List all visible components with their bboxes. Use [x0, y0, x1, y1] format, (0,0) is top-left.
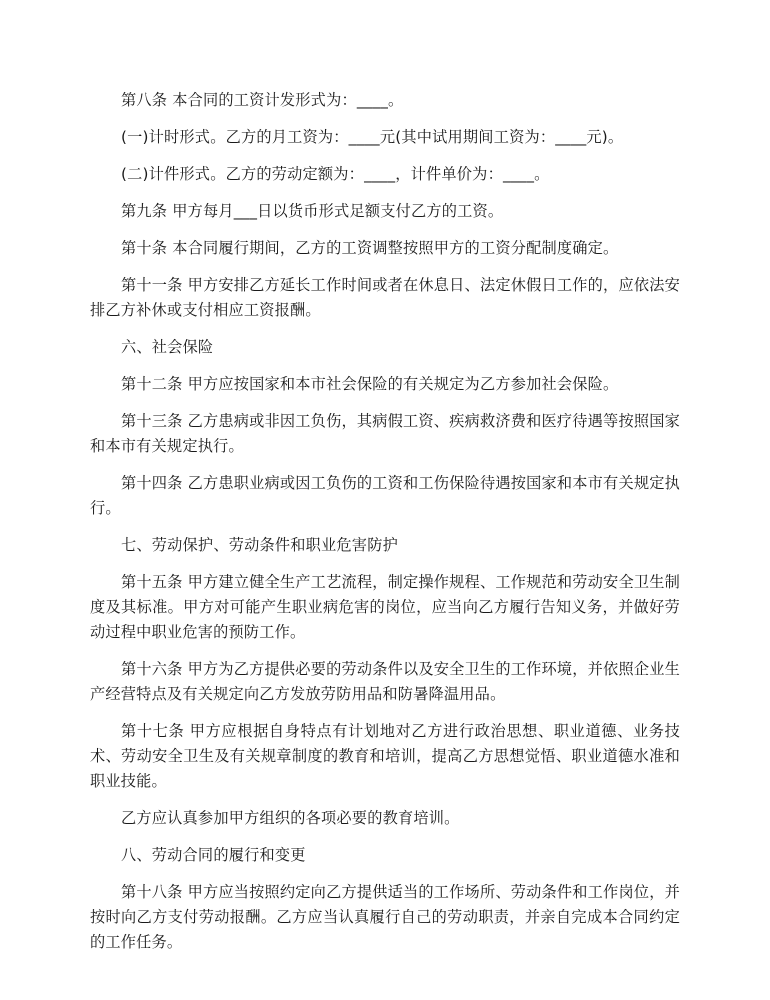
paragraph-article-12: 第十二条 甲方应按国家和本市社会保险的有关规定为乙方参加社会保险。 — [121, 375, 619, 393]
paragraph-article-8: 第八条 本合同的工资计发形式为：____。 — [121, 91, 404, 109]
paragraph-article-15: 第十五条 甲方建立健全生产工艺流程，制定操作规程、工作规范和劳动安全卫生制度及其标准。甲方对可能产生职业病危害的岗位，应当向乙方履行告知义务，并做好劳动过程中职业危害的预防工作。 — [90, 573, 680, 641]
paragraph-article-13: 第十三条 乙方患病或非因工负伤，其病假工资、疾病救济费和医疗待遇等按照国家和本市有关规定执行。 — [90, 412, 680, 455]
paragraph-article-14: 第十四条 乙方患职业病或因工负伤的工资和工伤保险待遇按国家和本市有关规定执行。 — [90, 474, 680, 517]
section-heading-labor-protection: 七、劳动保护、劳动条件和职业危害防护 — [121, 536, 398, 554]
paragraph-training: 乙方应认真参加甲方组织的各项必要的教育培训。 — [121, 809, 460, 827]
paragraph-time-wage: (一)计时形式。乙方的月工资为：____元(其中试用期间工资为：____元)。 — [121, 128, 624, 146]
paragraph-article-11: 第十一条 甲方安排乙方延长工作时间或者在休息日、法定休假日工作的，应依法安排乙方补休或支付相应工资报酬。 — [90, 276, 680, 319]
section-heading-social-insurance: 六、社会保险 — [121, 338, 214, 356]
paragraph-article-17: 第十七条 甲方应根据自身特点有计划地对乙方进行政治思想、职业道德、业务技术、劳动安全卫生及有关规章制度的教育和培训，提高乙方思想觉悟、职业道德水准和职业技能。 — [90, 722, 680, 790]
paragraph-article-9: 第九条 甲方每月___日以货币形式足额支付乙方的工资。 — [121, 202, 504, 220]
section-heading-contract-performance: 八、劳动合同的履行和变更 — [121, 846, 306, 864]
paragraph-piece-wage: (二)计件形式。乙方的劳动定额为：____，计件单价为：____。 — [121, 165, 550, 183]
paragraph-article-16: 第十六条 甲方为乙方提供必要的劳动条件以及安全卫生的工作环境，并依照企业生产经营特点及有关规定向乙方发放劳防用品和防暑降温用品。 — [90, 660, 680, 703]
paragraph-article-10: 第十条 本合同履行期间，乙方的工资调整按照甲方的工资分配制度确定。 — [121, 239, 619, 257]
paragraph-article-18: 第十八条 甲方应当按照约定向乙方提供适当的工作场所、劳动条件和工作岗位，并按时向乙方支付劳动报酬。乙方应当认真履行自己的劳动职责，并亲自完成本合同约定的工作任务。 — [90, 883, 680, 951]
document-body — [90, 88, 680, 967]
